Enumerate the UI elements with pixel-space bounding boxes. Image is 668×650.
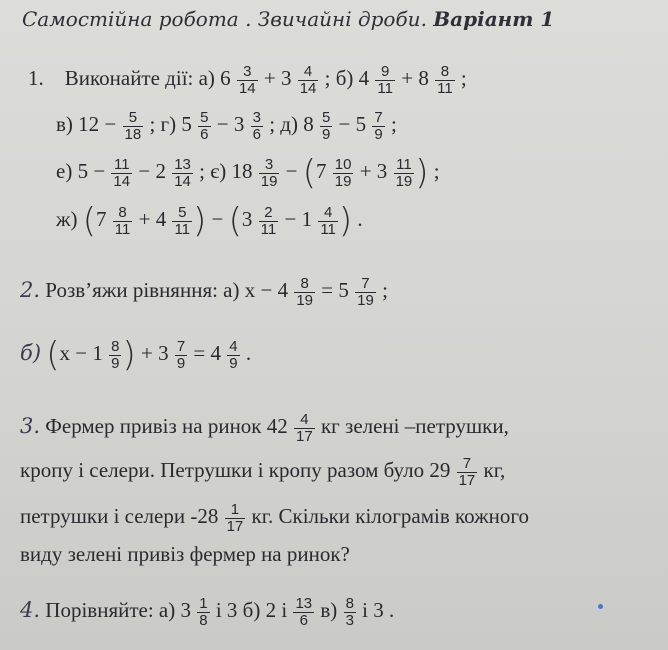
task1-line4: ж) (7 $\frac{8}{11}$ + 4 $\frac{5}{11}$ ) − (3 $\frac{2}{11}$ − 1 $\frac{4}{11}$ ) .	[56, 201, 363, 241]
fraction: $\frac{8}{11}$	[114, 203, 131, 238]
fraction: $\frac{11}{14}$	[113, 155, 131, 190]
task3-line4: виду зелені привіз фермер на ринок?	[20, 542, 350, 566]
fraction: $\frac{3}{19}$	[260, 155, 278, 190]
task-number: 4.	[20, 598, 41, 623]
fraction: $\frac{5}{18}$	[124, 109, 142, 143]
title-main: Самостійна робота . Звичайні дроби.	[22, 7, 427, 31]
fraction: $\frac{8}{19}$	[296, 275, 314, 309]
fraction: $\frac{7}{9}$	[374, 109, 383, 143]
fraction: $\frac{5}{11}$	[174, 203, 191, 238]
task-number: 2.	[20, 278, 41, 303]
fraction: $\frac{13}{14}$	[174, 155, 191, 190]
task2-line2: б) (x − 1 $\frac{8}{9}$ ) + 3 $\frac{7}{9}$ = 4 $\frac{4}{9}$ .	[20, 335, 252, 375]
fraction: $\frac{4}{11}$	[320, 203, 336, 238]
fraction: $\frac{4}{9}$	[229, 337, 238, 372]
fraction: $\frac{3}{14}$	[238, 63, 256, 97]
page-title	[22, 9, 554, 29]
fraction: $\frac{11}{19}$	[395, 155, 413, 190]
fraction: $\frac{4}{14}$	[299, 63, 317, 97]
fraction: $\frac{4}{17}$	[296, 411, 313, 445]
fraction: $\frac{1}{17}$	[226, 501, 244, 535]
fraction: $\frac{7}{17}$	[458, 455, 476, 489]
fraction: $\frac{8}{11}$	[437, 63, 453, 97]
fraction: $\frac{8}{3}$	[345, 595, 354, 629]
task1-line1: 1. Виконайте дії: а) 6 $\frac{3}{14}$ + 3 $\frac{4}{14}$ ; б) 4 $\frac{9}{11}$ + 8 $\frac{8}{11}$ ;	[28, 63, 467, 97]
fraction: $\frac{3}{6}$	[252, 109, 261, 143]
title-variant: Варіант 1	[433, 7, 555, 31]
task-number: б)	[20, 340, 42, 365]
task4-line1: 4. Порівняйте: а) 3 $\frac{1}{8}$ і 3 б) 2 і $\frac{13}{6}$ в) $\frac{8}{3}$ і 3 .	[20, 595, 395, 629]
task-number: 1.	[28, 66, 44, 91]
fraction: $\frac{5}{9}$	[321, 109, 331, 143]
fraction: $\frac{7}{9}$	[176, 337, 186, 372]
task-number: 3.	[20, 414, 41, 439]
fraction: $\frac{9}{11}$	[377, 63, 393, 97]
task1-line3: е) 5 − $\frac{11}{14}$ − 2 $\frac{13}{14}$ ; є) 18 $\frac{3}{19}$ − (7 $\frac{10}{19}$ + 3 $\frac{11}{19}$ ) ;	[56, 153, 440, 193]
fraction: $\frac{5}{6}$	[200, 109, 209, 143]
task1-line2: в) 12 − $\frac{5}{18}$ ; г) 5 $\frac{5}{6}$ − 3 $\frac{3}{6}$ ; д) 8 $\frac{5}{9}$ − 5 $\frac{7}{9}$ ;	[56, 109, 397, 143]
fraction: $\frac{13}{6}$	[295, 595, 313, 629]
fraction: $\frac{10}{19}$	[334, 155, 352, 190]
fraction: $\frac{1}{8}$	[199, 595, 208, 629]
task3-line3: петрушки і селери -28 $\frac{1}{17}$ кг. Скільки кілограмів кожного	[20, 501, 529, 535]
fraction: $\frac{7}{19}$	[357, 275, 374, 309]
ink-dot	[598, 604, 603, 609]
task3-line1: 3. Фермер привіз на ринок 42 $\frac{4}{17}$ кг зелені –петрушки,	[20, 411, 509, 445]
fraction: $\frac{8}{9}$	[111, 337, 120, 372]
task3-line2: кропу і селери. Петрушки і кропу разом було 29 $\frac{7}{17}$ кг,	[20, 455, 506, 489]
task2-line1: 2. Розв’яжи рівняння: а) x − 4 $\frac{8}{19}$ = 5 $\frac{7}{19}$ ;	[20, 275, 388, 309]
fraction: $\frac{2}{11}$	[260, 203, 277, 238]
